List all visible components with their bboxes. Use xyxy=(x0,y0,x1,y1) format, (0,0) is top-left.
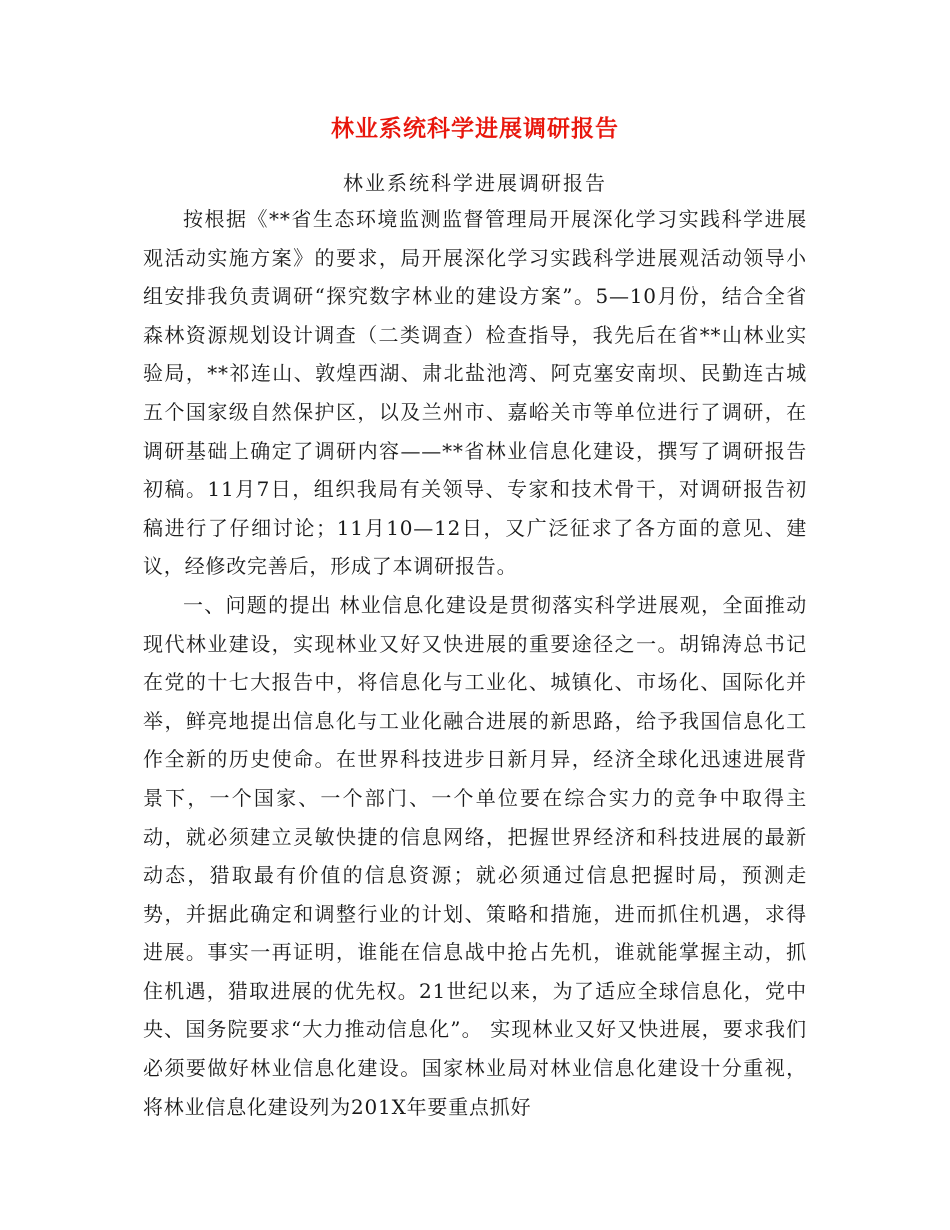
paragraph-intro: 按根据《**省生态环境监测监督管理局开展深化学习实践科学进展观活动实施方案》的要求，局开展深化学习实践科学进展观活动领导小组安排我负责调研“探究数字林业的建设方案”。5—10月份，结合全省森林资源规划设计调查（二类调查）检查指导，我先后在省**山林业实验局，**祁连山、敦煌西湖、肃北盐池湾、阿克塞安南坝、民勤连古城五个国家级自然保护区，以及兰州市、嘉峪关市等单位进行了调研，在调研基础上确定了调研内容——**省林业信息化建设，撰写了调研报告初稿。11月7日，组织我局有关领导、专家和技术骨干，对调研报告初稿进行了仔细讨论；11月10—12日，又广泛征求了各方面的意见、建议，经修改完善后，形成了本调研报告。 xyxy=(143,207,807,579)
document-subtitle: 林业系统科学进展调研报告 xyxy=(343,171,607,195)
document-body xyxy=(143,200,807,1126)
document-title: 林业系统科学进展调研报告 xyxy=(331,115,619,142)
paragraph-problem-statement: 一、问题的提出 林业信息化建设是贯彻落实科学进展观，全面推动现代林业建设，实现林业又好又快进展的重要途径之一。胡锦涛总书记在党的十七大报告中，将信息化与工业化、城镇化、市场化、国际化并举，鲜亮地提出信息化与工业化融合进展的新思路，给予我国信息化工作全新的历史使命。在世界科技进步日新月异，经济全球化迅速进展背景下，一个国家、一个部门、一个单位要在综合实力的竞争中取得主动，就必须建立灵敏快捷的信息网络，把握世界经济和科技进展的最新动态，猎取最有价值的信息资源；就必须通过信息把握时局，预测走势，并据此确定和调整行业的计划、策略和措施，进而抓住机遇，求得进展。事实一再证明，谁能在信息战中抢占先机，谁就能掌握主动，抓住机遇，猎取进展的优先权。21世纪以来，为了适应全球信息化，党中央、国务院要求“大力推动信息化”。 实现林业又好又快进展，要求我们必须要做好林业信息化建设。国家林业局对林业信息化建设十分重视，将林业信息化建设列为201X年要重点抓好 xyxy=(143,592,807,1119)
